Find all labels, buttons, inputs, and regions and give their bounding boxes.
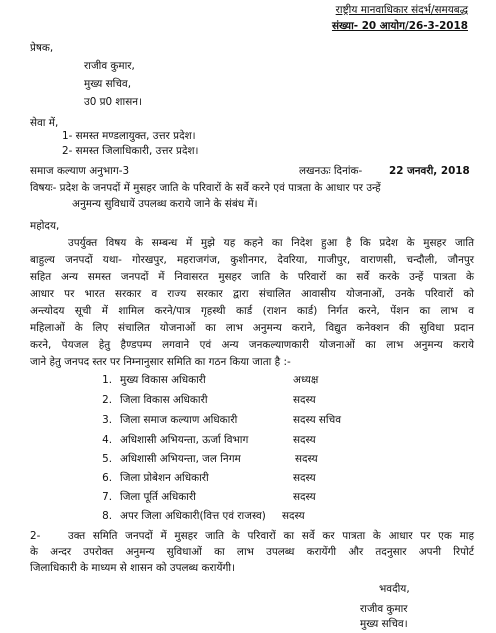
committee-row (0, 491, 496, 504)
committee-row (0, 374, 496, 387)
committee-role: सदस्य (282, 510, 305, 522)
signatory-name: राजीव कुमार (360, 603, 408, 615)
reference-number: संख्या- 20 आयोग/26-3-2018 (331, 20, 468, 32)
committee-member: अधिशासी अभियन्ता, जल निगम (120, 453, 241, 465)
department-section: समाज कल्याण अनुभाग-3 (30, 165, 130, 177)
committee-role: अध्यक्ष (293, 374, 319, 386)
committee-role: सदस्य (293, 491, 316, 503)
committee-row (0, 472, 496, 485)
committee-member: जिला समाज कल्याण अधिकारी (120, 414, 238, 426)
place-date-label: लखनऊः दिनांक- (299, 165, 363, 177)
para2-line: उक्त समिति जनपदों में मुसहर जाति के परिवारों का सर्वे कर पात्रता के आधार पर एक माह (68, 530, 474, 542)
committee-row (0, 510, 496, 523)
committee-number: 6. (102, 472, 112, 484)
body-line: बाहुल्य जनपदों यथा- गोरखपुर, महराजगंज, कुशीनगर, देवरिया, गाजीपुर, वाराणसी, चन्दौली, जौनपुर (30, 254, 474, 266)
committee-number: 4. (102, 434, 112, 446)
committee-number: 3. (102, 414, 112, 426)
committee-row (0, 394, 496, 407)
committee-member: जिला पूर्ति अधिकारी (120, 491, 196, 503)
committee-member: अपर जिला अधिकारी(वित्त एवं राजस्व) (120, 510, 266, 522)
committee-role: सदस्य (295, 453, 318, 465)
subject-line-2: अनुमन्य सुविधायें उपलब्ध कराये जाने के संबंध में। (72, 198, 258, 210)
committee-role: सदस्य (293, 472, 316, 484)
committee-member: जिला प्रोबेशन अधिकारी (120, 472, 209, 484)
sender-designation: मुख्य सचिव, (84, 78, 132, 90)
letter-date: 22 जनवरी, 2018 (389, 165, 470, 177)
body-line: आधार पर भारत सरकार व राज्य सरकार द्वारा संचालित आवासीय योजनाओं, उनके परिवारों को (30, 288, 474, 300)
subject-line-1: विषयः- प्रदेश के जनपदों में मुसहर जाति के परिवारों के सर्वे करने एवं पात्रता के आधार पर उन्हें (30, 182, 381, 194)
committee-row (0, 414, 496, 427)
committee-number: 7. (102, 491, 112, 503)
committee-role: सदस्य (293, 434, 316, 446)
committee-number: 8. (102, 510, 112, 522)
closing-regards: भवदीय, (379, 583, 410, 595)
committee-member: अधिशासी अभियन्ता, ऊर्जा विभाग (120, 434, 249, 446)
para2-line: जिलाधिकारी के माध्यम से शासन को उपलब्ध करायेंगी। (30, 562, 235, 574)
para2-number: 2- (30, 530, 41, 542)
sender-name: राजीव कुमार, (84, 60, 135, 72)
committee-member: मुख्य विकास अधिकारी (120, 374, 206, 386)
committee-number: 5. (102, 453, 112, 465)
body-line: सहित अन्य समस्त जनपदों में निवासरत मुसहर जाति के परिवारों का सर्वे करके उन्हें पात्रता के (30, 271, 474, 283)
committee-row (0, 434, 496, 447)
body-line: अन्त्योदय सूची में शामिल करने/पात्र गृहस्थी कार्ड (राशन कार्ड) निर्गत करने, पेंशन का लाभ व (30, 305, 474, 317)
body-line: महिलाओं के लिए संचालित योजनाओं का लाभ अनुमन्य कराने, विद्युत कनेक्शन की सुविधा प्रदान (30, 322, 474, 334)
committee-number: 1. (102, 374, 112, 386)
committee-member: जिला विकास अधिकारी (120, 394, 208, 406)
recipient-2: 2- समस्त जिलाधिकारी, उत्तर प्रदेश। (62, 145, 199, 157)
sender-label: प्रेषक, (30, 42, 54, 54)
recipient-1: 1- समस्त मण्डलायुक्त, उत्तर प्रदेश। (62, 130, 196, 142)
header-title: राष्ट्रीय मानवाधिकार संदर्भ/समयबद्ध (335, 4, 468, 16)
salutation: महोदय, (30, 220, 60, 232)
committee-row (0, 453, 496, 466)
recipients-label: सेवा में, (30, 117, 59, 129)
signatory-designation: मुख्य सचिव। (360, 618, 408, 630)
committee-number: 2. (102, 394, 112, 406)
body-line: करने, पेयजल हेतु हैण्डपम्प लगवाने एवं अन्य जनकल्याणकारी योजनाओं का लाभ अनुमन्य कराये (30, 339, 474, 351)
committee-role: सदस्य (293, 394, 316, 406)
para2-line: के अन्दर उपरोक्त अनुमन्य सुविधाओं का लाभ उपलब्ध करायेंगी और तदनुसार अपनी रिपोर्ट (30, 546, 474, 558)
committee-role: सदस्य सचिव (293, 414, 342, 426)
body-line: उपर्युक्त विषय के सम्बन्ध में मुझे यह कहने का निदेश हुआ है कि प्रदेश के मुसहर जाति (68, 237, 474, 249)
body-line: जाने हेतु जनपद स्तर पर निम्नानुसार समिति का गठन किया जाता है :- (30, 356, 291, 368)
sender-office: उ0 प्र0 शासन। (84, 96, 142, 108)
